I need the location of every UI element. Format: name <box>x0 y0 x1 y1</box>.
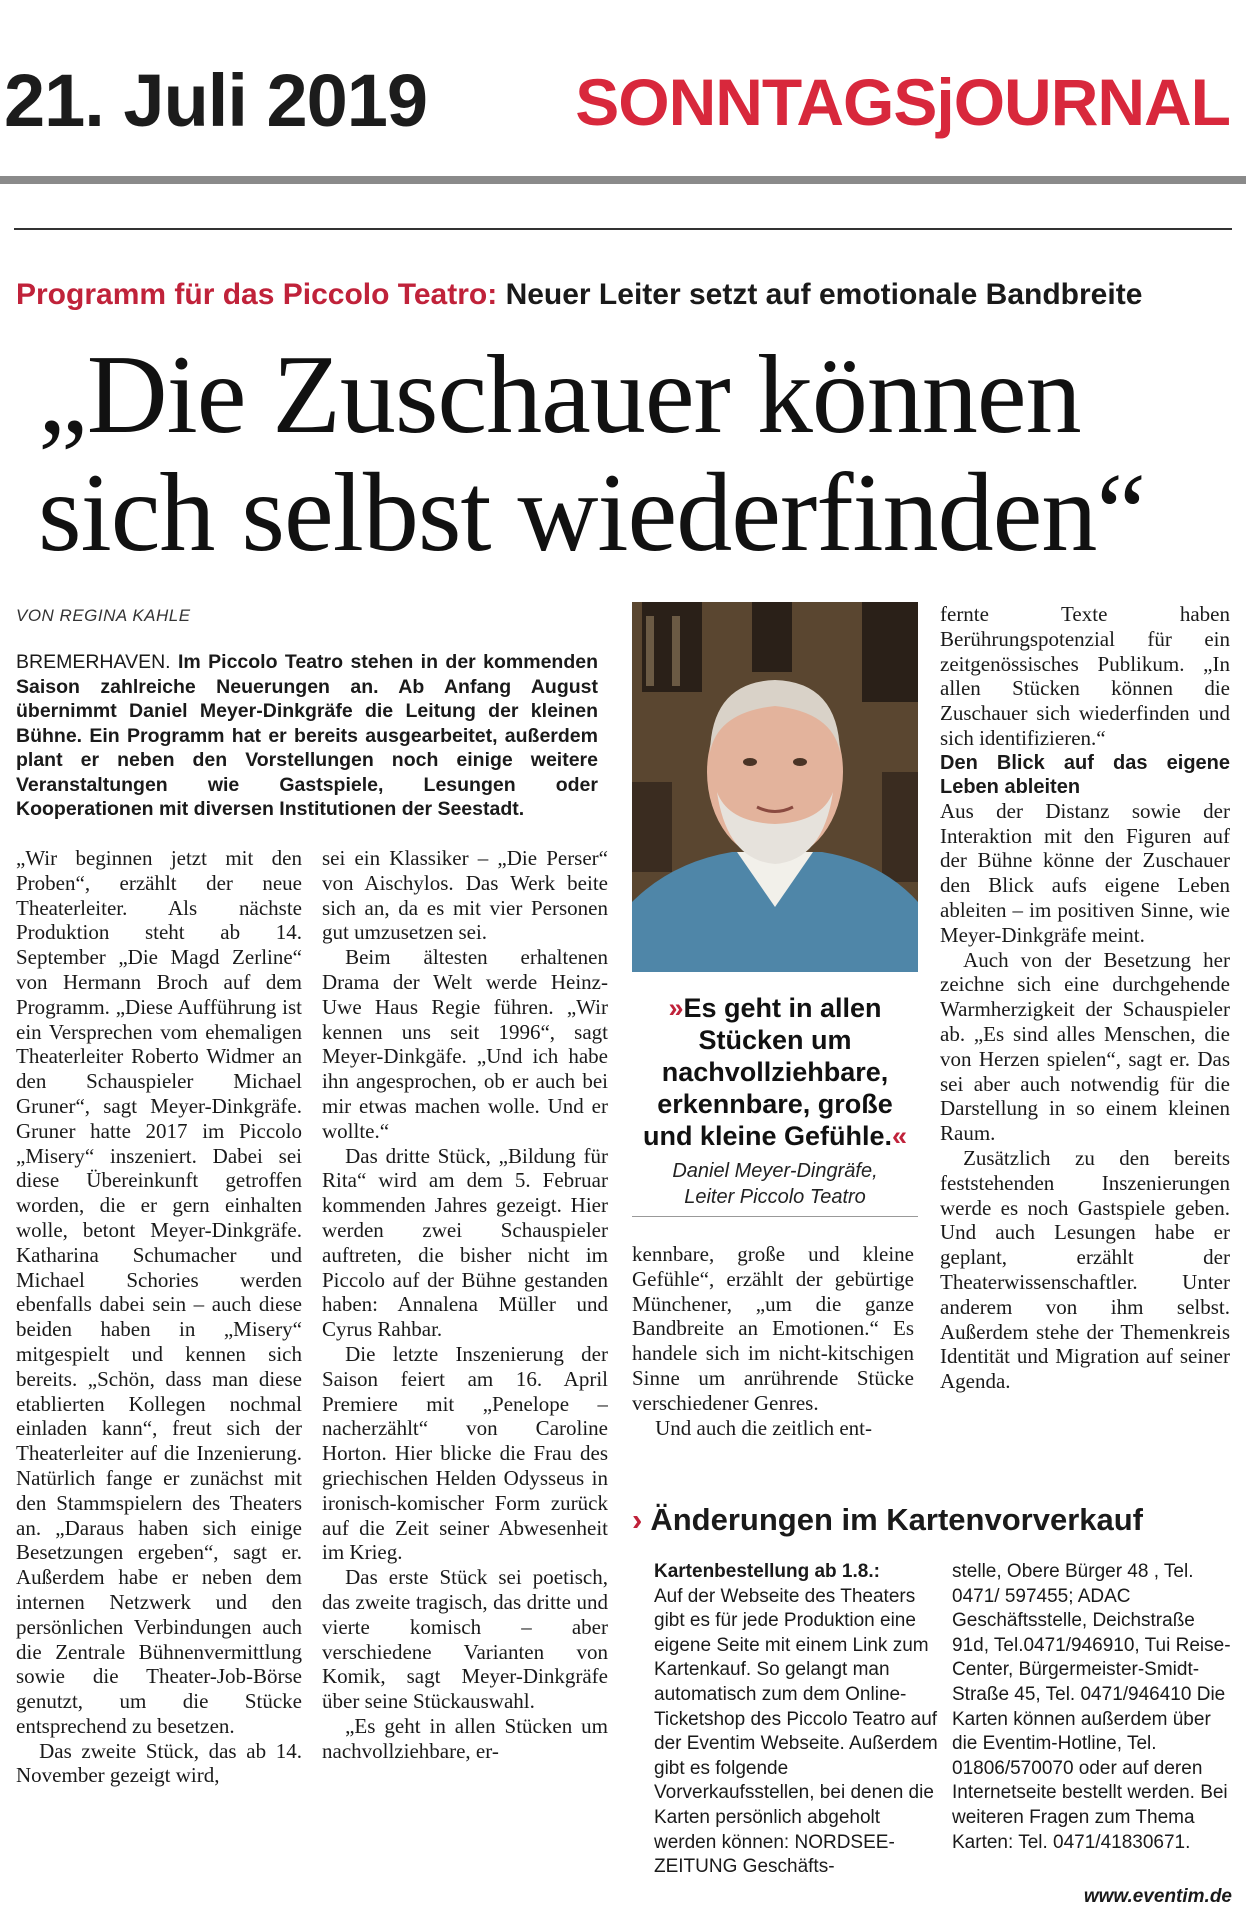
headline-line-1: „Die Zuschauer können <box>38 333 1081 457</box>
info-box-label: Kartenbestellung ab 1.8.: <box>654 1561 880 1582</box>
quote-author-role: Leiter Piccolo Teatro <box>684 1186 866 1208</box>
masthead <box>0 0 1246 188</box>
paragraph: Auch von der Besetzung her zeichne sich eine durchgehende Warmherzigkeit der Schauspieler ab. „Es sind alles Menschen, die von Herzen spielen“, sagt er. Das sei aber auch notwendig für die Darstellung in so einem kleinen Raum. <box>940 947 1230 1146</box>
pull-quote <box>632 992 918 1210</box>
paragraph: „Wir beginnen jetzt mit den Proben“, erzählt der neue Theaterleiter. Als nächste Produktion steht ab 14. September „Die Magd Zerline“ von Hermann Broch auf dem Programm. „Diese Aufführung ist ein Versprechen vom ehemaligen Theaterleiter Roberto Widmer an den Schauspieler Michael Gruner“, sagt Meyer-Dinkgräfe. Gruner hatte 2017 im Piccolo „Misery“ inszeniert. Dabei sei diese Übereinkunft getroffen worden, die er gern einhalten wolle, betont Meyer-Dinkgräfe. Katharina Schumacher und Michael Schories werden ebenfalls dabei sein – auch diese beiden haben in „Misery“ mitgespielt und kennen sich bereits. „Schön, dass man diese etablierten Kollegen nochmal einladen kann“, freut sich der Theaterleiter auf die Inzenierung. Natürlich fange er zunächst mit den Stammspielern des Theaters an. „Daraus haben sich einige Besetzungen ergeben“, sagt er. Außerdem habe er neben dem internen Netzwerk und den persönlichen Verbindungen auch die Zentrale Bühnenvermittlung sowie die Theater-Job-Börse genutzt, um die Stücke entsprechend zu besetzen. <box>16 846 302 1738</box>
info-box-column-1 <box>654 1560 938 1880</box>
info-box-text: Auf der Webseite des Theaters gibt es für jede Produktion eine eigene Seite mit einem Link zum Kartenkauf. So gelangt man automatisch zum dem Online-Ticketshop des Piccolo Teatro auf der Eventim Webseite. Außerdem gibt es folgende Vorverkaufsstellen, bei denen die Karten persönlich abgeholt werden können: NORDSEE-ZEITUNG Geschäfts- <box>654 1585 938 1878</box>
headline-line-2: sich selbst wiederfinden“ <box>38 451 1146 575</box>
info-box-title-text: Änderungen im Kartenvorverkauf <box>650 1502 1143 1537</box>
article-lead <box>16 650 598 822</box>
kicker-topic: Programm für das Piccolo Teatro: <box>16 278 498 311</box>
pull-quote-source <box>632 1158 918 1210</box>
publication-logo: SONNTAGSjOURNAL <box>575 65 1230 139</box>
article-kicker <box>16 278 1142 312</box>
quote-open-mark: » <box>668 993 684 1023</box>
paragraph: Das dritte Stück, „Bildung für Rita“ wird am dem 5. Februar kommenden Jahres gezeigt. Hier werden zwei Schauspieler auftreten, die bisher nicht im Piccolo auf der Bühne gestanden haben: Annalena Müller und Cyrus Rahbar. <box>322 1143 608 1342</box>
quote-body: Es geht in allen Stücken um nachvollziehbare, erkennbare, große und kleine Gefühle. <box>642 993 893 1151</box>
paragraph: Und auch die zeitlich ent- <box>655 1415 873 1440</box>
paragraph: kennbare, große und kleine Gefühle“, erzählt der gebürtige Münchener, „um die ganze Bandbreite an Emotionen.“ Es handele sich im nicht-kitschigen Sinne um anrührende Stücke verschiedener Genres. <box>632 1242 914 1415</box>
quote-author: Daniel Meyer-Dingräfe, <box>672 1160 878 1182</box>
article-headline <box>38 333 1238 575</box>
eventim-link[interactable]: www.eventim.de <box>1083 1886 1232 1907</box>
paragraph: sei ein Klassiker – „Die Perser“ von Aischylos. Das Werk beite sich an, da es mit vier Personen gut umzusetzen sei. <box>322 846 608 945</box>
paragraph: fernte Texte haben Berührungspotenzial für ein zeitgenössisches Publikum. „In allen Stücken können die Zuschauer sich wiederfinden und sich identifizieren.“ <box>940 602 1230 750</box>
masthead-rule <box>0 176 1246 184</box>
info-box <box>632 1502 1232 1912</box>
pull-quote-text <box>632 992 918 1152</box>
quote-close-mark: « <box>892 1121 908 1151</box>
body-column-1 <box>16 846 302 1906</box>
paragraph: Aus der Distanz sowie der Interaktion mit den Figuren auf der Bühne könne der Zuschauer den Blick aufs eigene Leben ableiten – im positiven Sinne, wie Meyer-Dinkgräfe meint. <box>940 798 1230 947</box>
byline: VON REGINA KAHLE <box>16 606 191 625</box>
kicker-subtitle: Neuer Leiter setzt auf emotionale Bandbreite <box>505 278 1143 311</box>
paragraph: „Es geht in allen Stücken um nachvollziehbare, er- <box>322 1713 608 1763</box>
paragraph: Zusätzlich zu den bereits feststehenden Inszenierungen werde es noch Gastspiele geben. Und auch Lesungen habe er geplant, erzählt der Theaterwissenschaftler. Unter anderem von ihm selbst. Außerdem stehe der Themenkreis Identität und Migration auf seiner Agenda. <box>940 1145 1230 1394</box>
info-box-text: stelle, Obere Bürger 48 , Tel. 0471/ 597455; ADAC Geschäftsstelle, Deichstraße 91d, Tel.0471/946910, Tui Reise-Center, Bürgermeister-Smidt-Straße 45, Tel. 0471/946410 Die Karten können außerdem über die Eventim-Hotline, Tel. 01806/570070 oder auf deren Internetseite bestellt werden. Bei weiteren Fragen zum Thema Karten: Tel. 0471/41830671. <box>952 1561 1231 1853</box>
paragraph: Die letzte Inszenierung der Saison feiert am 16. April Premiere mit „Penelope – nacherzählt“ von Caroline Horton. Hier blicke die Frau des griechischen Helden Odysseus in ironisch-komischer Form zurück auf die Zeit seiner Abwesenheit im Krieg. <box>322 1341 608 1565</box>
body-column-2 <box>322 846 608 1906</box>
issue-date: 21. Juli 2019 <box>4 59 428 142</box>
paragraph: Beim ältesten erhaltenen Drama der Welt werde Heinz-Uwe Haus Regie führen. „Wir kennen uns seit 1996“, sagt Meyer-Dinkgäfe. „Und ich habe ihn angesprochen, ob er auch bei mir etwas machen wolle. Und er wollte.“ <box>322 945 608 1143</box>
dateline: BREMERHAVEN. <box>16 651 171 673</box>
paragraph: Das zweite Stück, das ab 14. November gezeigt wird, <box>16 1738 302 1788</box>
chevron-right-icon: › <box>632 1502 643 1537</box>
lead-text: Im Piccolo Teatro stehen in der kommenden Saison zahlreiche Neuerungen an. Ab Anfang August übernimmt Daniel Meyer-Dinkgräfe die Leitung der kleinen Bühne. Ein Programm hat er bereits ausgearbeitet, außerdem plant er neben den Vorstellungen noch einige weitere Veranstaltungen wie Gastspiele, Lesungen oder Kooperationen mit diversen Institutionen der Seestadt. <box>16 651 599 820</box>
portrait-photo <box>632 602 918 972</box>
info-box-column-2 <box>952 1560 1232 1855</box>
section-rule <box>14 228 1232 230</box>
body-column-4 <box>940 602 1230 1472</box>
body-column-3 <box>632 1242 914 1472</box>
info-box-title <box>632 1502 1232 1538</box>
section-subheading: Den Blick auf das eigene Leben ableiten <box>940 751 1230 798</box>
paragraph: Das erste Stück sei poetisch, das zweite tragisch, das dritte und vierte komisch – aber verschiedene Varianten von Komik, sagt Meyer-Dinkgräfe über seine Stückauswahl. <box>322 1565 608 1714</box>
quote-rule <box>632 1216 918 1217</box>
